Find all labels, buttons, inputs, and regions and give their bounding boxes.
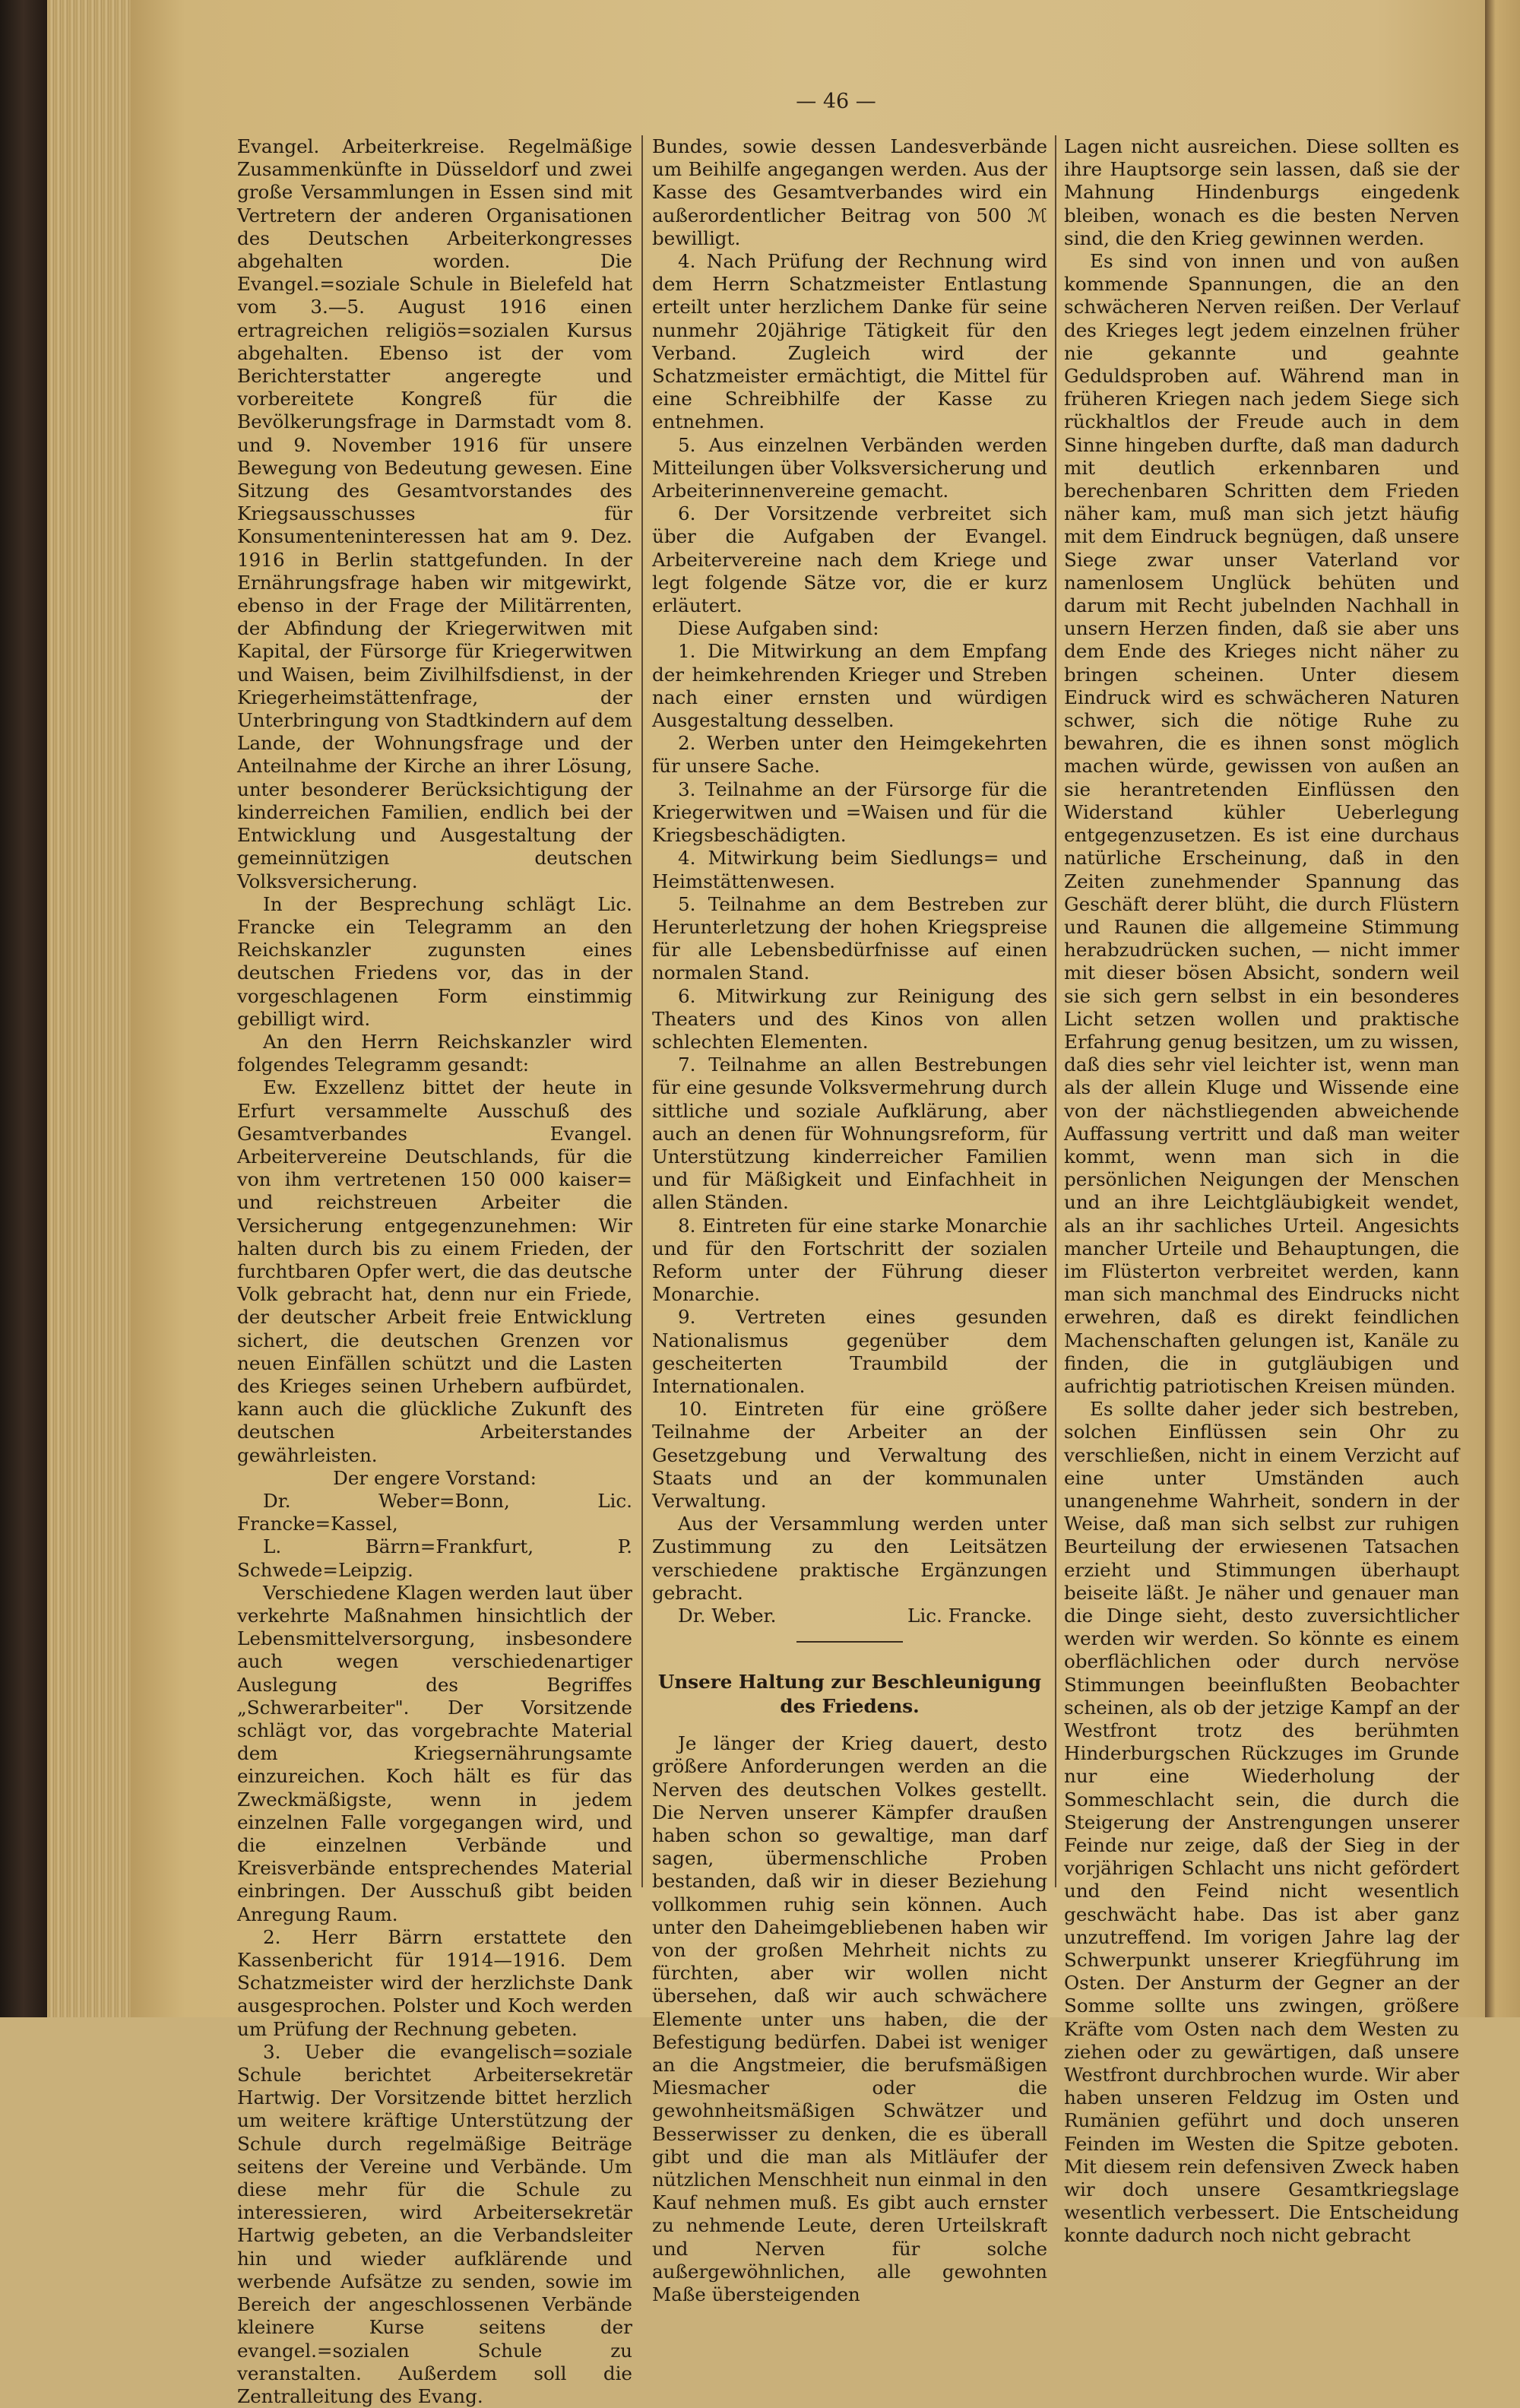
column-divider-1 [641,135,643,1887]
list-item: 10. Eintreten für eine größere Teilnahme der Arbeiter an der Gesetzgebung und Verwaltung des Staats und an der kommunalen Verwaltung. [652,1398,1047,1512]
paragraph: Verschiedene Klagen werden laut über verkehrte Maßnahmen hinsichtlich der Lebensmittelversorgung, insbesondere auch wegen verschiedenartiger Auslegung des Begriffes „Schwerarbeiter". Der Vorsitzende schlägt vor, das vorgebrachte Material dem Kriegsernährungsamte einzureichen. Koch hält es für das Zweckmäßigste, wenn in jedem einzelnen Falle vorgegangen wird, und die einzelnen Verbände und Kreisverbände entsprechendes Material einbringen. Der Ausschuß gibt beiden Anregung Raum. [237,1581,632,1925]
telegram-text: Ew. Exzellenz bittet der heute in Erfurt versammelte Ausschuß des Gesamtverbandes Evangel. Arbeitervereine Deutschlands, für die von ihm vertretenen 150 000 kaiser= und reichstreuen Arbeiter die Versicherung entgegenzunehmen: Wir halten durch bis zu einem Frieden, der furchtbaren Opfer wert, die das deutsche Volk gebracht hat, denn nur ein Friede, der deutscher Arbeit freie Entwicklung sichert, die deutschen Grenzen vor neuen Einfällen schützt und die Lasten des Krieges seinen Urhebern aufbürdet, kann auch die glückliche Zukunft des deutschen Arbeiterstandes gewährleisten. [237,1076,632,1466]
list-item: 6. Mitwirkung zur Reinigung des Theaters und des Kinos von allen schlechten Elementen. [652,984,1047,1053]
paragraph: 2. Herr Bärrn erstattete den Kassenbericht für 1914—1916. Dem Schatzmeister wird der herzlichste Dank ausgesprochen. Polster und Koch werden um Prüfung der Rechnung gebeten. [237,1925,632,2040]
vorstand-title: Der engere Vorstand: [333,1466,537,1489]
list-item: 9. Vertreten eines gesunden Nationalismus gegenüber dem gescheiterten Traumbild der Internationalen. [652,1306,1047,1397]
list-item: 7. Teilnahme an allen Bestrebungen für eine gesunde Volksvermehrung durch sittliche und soziale Aufklärung, aber auch an denen für Wohnungsreform, für Unterstützung kinderreicher Familien und für Mäßigkeit und Einfachheit in allen Ständen. [652,1054,1047,1214]
book-spine [0,0,47,2017]
list-item: 1. Die Mitwirkung an dem Empfang der heimkehrenden Krieger und Streben nach einer ernsten und würdigen Ausgestaltung desselben. [652,640,1047,732]
signature-right: Lic. Francke. [907,1605,1032,1627]
section-rule [796,1641,903,1643]
paragraph: Es sollte daher jeder sich bestreben, solchen Einflüssen sein Ohr zu verschließen, nicht in einem Verzicht auf eine unter Umständen auch unangenehme Wahrheit, sondern in der Weise, daß man sich selbst zur ruhigen Beurteilung der erwiesenen Tatsachen erzieht und Stimmungen überhaupt beiseite läßt. Je näher und genauer man die Dinge sieht, desto zuversichtlicher werden wir werden. So könnte es einem oberflächlichen oder durch nervöse Stimmungen beeinflußten Beobachter scheinen, als ob der jetzige Kampf an der Westfront trotz des berühmten Hinderburgschen Rückzuges im Grunde nur eine Wiederholung der Sommeschlacht sein, die durch die Steigerung der Anstrengungen unserer Feinde nur zeige, daß der Sieg in der vorjährigen Schlacht uns nicht gefördert und den Feind nicht wesentlich geschwächt habe. Das ist aber ganz unzutreffend. Im vorigen Jahre lag der Schwerpunkt unserer Kriegführung im Osten. Der Ansturm der Gegner an der Somme sollte uns zwingen, größere Kräfte vom Osten nach dem Westen zu ziehen oder zu gewärtigen, daß unsere Westfront durchbrochen wurde. Wir aber haben unseren Feldzug im Osten und Rumänien geführt und doch unseren Feinden im Westen die Spitze geboten. Mit diesem rein defensiven Zweck haben wir doch unsere Gesamtkriegslage wesentlich verbessert. Die Entscheidung konnte dadurch noch nicht gebracht [1064,1398,1459,2247]
page-number: — 46 — [796,90,876,113]
article-heading: Unsere Haltung zur Beschleunigung des Friedens. [657,1671,1042,1718]
paragraph: Je länger der Krieg dauert, desto größere Anforderungen werden an die Nerven des deutschen Volkes gestellt. Die Nerven unserer Kämpfer draußen haben schon so gewaltige, man darf sagen, übermenschliche Proben bestanden, daß wir in dieser Beziehung vollkommen ruhig sein können. Auch unter den Daheimgebliebenen haben wir von der großen Mehrheit nichts zu fürchten, aber wir wollen nicht übersehen, daß wir auch schwächere Elemente unter uns haben, die der Befestigung bedürfen. Dabei ist weniger an die Angstmeier, die berufsmäßigen Miesmacher oder die gewohnheitsmäßigen Schwätzer und Besserwisser zu denken, die es überall gibt und die man als Mitläufer der nützlichen Menschheit nun einmal in den Kauf nehmen muß. Es gibt auch ernster zu nehmende Leute, deren Urteilskraft und Nerven für solche außergewöhnlichen, alle gewohnten Maße übersteigenden [652,1732,1047,2306]
signature-left: Dr. Weber. [678,1605,777,1627]
vorstand-line: Dr. Weber=Bonn, Lic. Francke=Kassel, [237,1489,632,1535]
column-1 [237,135,632,2408]
paragraph: Es sind von innen und von außen kommende Spannungen, die an den schwächeren Nerven reißen. Der Verlauf des Krieges legt jedem einzelnen früher nie gekannte und geahnte Geduldsproben auf. Während man in früheren Kriegen nach jedem Siege sich rückhaltlos der Freude auch in dem Sinne hingeben durfte, daß man dadurch mit deutlich erkennbaren und berechenbaren Schritten dem Frieden näher kam, muß man sich jetzt häufig mit dem Eindruck begnügen, daß unsere Siege zwar unser Vaterland vor namenlosem Unglück behüten und darum mit Recht jubelnden Nachhall in unsern Herzen finden, daß sie aber uns dem Ende des Krieges nicht näher zu bringen scheinen. Unter diesem Eindruck wird es schwächeren Naturen schwer, sich die nötige Ruhe zu bewahren, die es ihnen sonst möglich machen würde, gewissen von außen an sie herantretenden Einflüssen den Widerstand kühler Ueberlegung entgegenzusetzen. Es ist eine durchaus natürliche Erscheinung, daß in den Zeiten zunehmender Spannung das Geschäft derer blüht, die durch Flüstern und Raunen die allgemeine Stimmung herabzudrücken suchen, — nicht immer mit dieser bösen Absicht, sondern weil sie sich gern selbst in ein besonderes Licht setzen wollen und praktische Erfahrung genug besitzen, um zu wissen, daß dies sehr viel leichter ist, wenn man als der allein Kluge und Wissende eine von der nächstliegenden abweichende Auffassung vertritt und daß man weiter kommt, wenn man sich in die persönlichen Neigungen der Menschen und an ihre Leichtgläubigkeit wendet, als an ihr sachliches Urteil. Angesichts mancher Urteile und Behauptungen, die im Flüsterton verbreitet werden, kann man sich manchmal des Eindrucks nicht erwehren, daß es direkt feindlichen Machenschaften gelungen ist, Kanäle zu finden, die in gutgläubigen und aufrichtig patriotischen Kreisen münden. [1064,250,1459,1397]
paragraph: Aus der Versammlung werden unter Zustimmung zu den Leitsätzen verschiedene praktische Ergänzungen gebracht. [652,1513,1047,1604]
list-item: 3. Teilnahme an der Fürsorge für die Kriegerwitwen und =Waisen und für die Kriegsbeschädigten. [652,778,1047,847]
page-edges [47,0,131,2017]
list-item: 5. Teilnahme an dem Bestreben zur Herunterletzung der hohen Kriegspreise für alle Lebensbedürfnisse auf einen normalen Stand. [652,892,1047,984]
column-2 [652,135,1047,2306]
paragraph: 4. Nach Prüfung der Rechnung wird dem Herrn Schatzmeister Entlastung erteilt unter herzlichem Danke für seine nunmehr 20jährige Tätigkeit für den Verband. Zugleich wird der Schatzmeister ermächtigt, die Mittel für eine Schreibhilfe der Kasse zu entnehmen. [652,250,1047,433]
list-item: 2. Werben unter den Heimgekehrten für unsere Sache. [652,732,1047,778]
list-item: 8. Eintreten für eine starke Monarchie und für den Fortschritt der sozialen Reform unter der Führung dieser Monarchie. [652,1214,1047,1306]
paragraph: 3. Ueber die evangelisch=soziale Schule berichtet Arbeitersekretär Hartwig. Der Vorsitzende bittet herzlich um weitere kräftige Unterstützung der Schule durch regelmäßige Beiträge seitens der Vereine und Verbände. Um diese mehr für die Schule zu interessieren, wird Arbeitersekretär Hartwig gebeten, an die Verbandsleiter hin und wieder aufklärende und werbende Aufsätze zu senden, sowie im Bereich der angeschlossenen Verbände kleinere Kurse seitens der evangel.=sozialen Schule zu veranstalten. Außerdem soll die Zentralleitung des Evang. [237,2040,632,2407]
paragraph: An den Herrn Reichskanzler wird folgendes Telegramm gesandt: [237,1030,632,1076]
vorstand-line: L. Bärrn=Frankfurt, P. Schwede=Leipzig. [237,1535,632,1581]
paragraph: 5. Aus einzelnen Verbänden werden Mitteilungen über Volksversicherung und Arbeiterinnenvereine gemacht. [652,433,1047,502]
paragraph: 6. Der Vorsitzende verbreitet sich über die Aufgaben der Evangel. Arbeitervereine nach dem Kriege und legt folgende Sätze vor, die er kurz erläutert. [652,502,1047,617]
paragraph: Diese Aufgaben sind: [678,617,879,640]
paragraph: Bundes, sowie dessen Landesverbände um Beihilfe angegangen werden. Aus der Kasse des Gesamtverbandes wird ein außerordentlicher Beitrag von 500 ℳ bewilligt. [652,135,1047,249]
list-item: 4. Mitwirkung beim Siedlungs= und Heimstättenwesen. [652,847,1047,892]
column-3 [1064,135,1459,2248]
paragraph: Evangel. Arbeiterkreise. Regelmäßige Zusammenkünfte in Düsseldorf und zwei große Versammlungen in Essen sind mit Vertretern der anderen Organisationen des Deutschen Arbeiterkongresses abgehalten worden. Die Evangel.=soziale Schule in Bielefeld hat vom 3.—5. August 1916 einen ertragreichen religiös=sozialen Kursus abgehalten. Ebenso ist der vom Berichterstatter angeregte und vorbereitete Kongreß für die Bevölkerungsfrage in Darmstadt vom 8. und 9. November 1916 für unsere Bewegung von Bedeutung gewesen. Eine Sitzung des Gesamtvorstandes des Kriegsausschusses für Konsumenteninteressen hat am 9. Dez. 1916 in Berlin stattgefunden. In der Ernährungsfrage haben wir mitgewirkt, ebenso in der Frage der Militärrenten, der Abfindung der Kriegerwitwen mit Kapital, der Fürsorge für Kriegerwitwen und Waisen, beim Zivilhilfsdienst, in der Kriegerheimstättenfrage, der Unterbringung von Stadtkindern auf dem Lande, der Wohnungsfrage und der Anteilnahme der Kirche an ihrer Lösung, unter besonderer Berücksichtigung der kinderreichen Familien, endlich bei der Entwicklung und Ausgestaltung der gemeinnützigen deutschen Volksversicherung. [237,135,632,892]
paragraph: Lagen nicht ausreichen. Diese sollten es ihre Hauptsorge sein lassen, daß sie der Mahnung Hindenburgs eingedenk bleiben, wonach es die besten Nerven sind, die den Krieg gewinnen werden. [1064,135,1459,249]
column-divider-2 [1055,135,1056,1887]
paragraph: In der Besprechung schlägt Lic. Francke ein Telegramm an den Reichskanzler zugunsten eines deutschen Friedens vor, das in der vorgeschlagenen Form einstimmig gebilligt wird. [237,892,632,1030]
next-page-edge [1485,0,1520,2017]
signature-row [652,1605,1047,1627]
